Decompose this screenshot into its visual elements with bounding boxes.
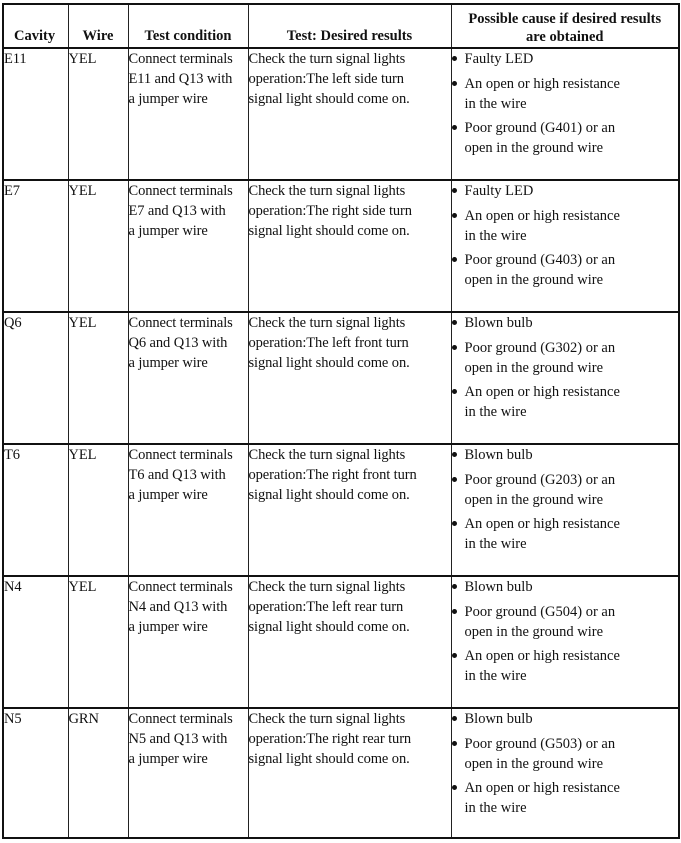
condition-line: Q6 and Q13 with: [128, 335, 228, 351]
bullet-icon: [452, 56, 457, 61]
condition-line: N4 and Q13 with: [128, 599, 228, 615]
cause-list: [452, 577, 679, 686]
condition-line: a jumper wire: [128, 91, 208, 107]
bullet-icon: [452, 653, 457, 658]
cause-item: [452, 470, 679, 510]
cause-line: Poor ground (G203) or an: [464, 471, 616, 488]
cause-line: Faulty LED: [464, 51, 534, 67]
header-possible-cause: [451, 4, 679, 48]
cause-line: Faulty LED: [464, 183, 534, 199]
cause-line: An open or high resistance: [464, 516, 620, 532]
cause-line: An open or high resistance: [464, 384, 620, 400]
result-line: operation:The right side turn: [248, 203, 412, 219]
cause-line: Poor ground (G401) or an: [464, 120, 616, 136]
bullet-icon: [452, 257, 457, 262]
result-line: operation:The left side turn: [248, 71, 404, 87]
condition-line: Connect terminals: [128, 579, 233, 595]
cause-list: [452, 313, 679, 422]
cause-line: in the wire: [464, 227, 527, 244]
cause-item: [452, 313, 679, 333]
result-line: signal light should come on.: [248, 91, 410, 107]
result-line: Check the turn signal lights: [248, 447, 406, 463]
cause-line: in the wire: [464, 800, 527, 816]
cell-cavity: E11: [3, 48, 68, 180]
cell-possible-cause: [451, 708, 679, 838]
header-possible-cause-line2: are obtained: [526, 29, 604, 45]
header-possible-cause-line1: Possible cause if desired results: [468, 11, 662, 27]
cause-item: [452, 445, 679, 465]
cause-item: [452, 74, 679, 114]
cause-item: [452, 206, 679, 246]
result-line: operation:The right rear turn: [248, 731, 412, 747]
result-line: Check the turn signal lights: [248, 579, 406, 595]
cause-item: [452, 778, 679, 818]
cell-possible-cause: [451, 48, 679, 180]
bullet-icon: [452, 188, 457, 193]
result-line: Check the turn signal lights: [248, 183, 406, 199]
cause-line: open in the ground wire: [464, 491, 604, 508]
bullet-icon: [452, 345, 457, 350]
cause-line: in the wire: [464, 95, 527, 112]
cause-line: Blown bulb: [464, 711, 533, 727]
cause-line: An open or high resistance: [464, 75, 620, 92]
cell-test-condition: [128, 444, 248, 576]
result-line: Check the turn signal lights: [248, 51, 406, 67]
header-test-condition: Test condition: [128, 4, 248, 48]
condition-line: N5 and Q13 with: [128, 731, 228, 747]
cell-possible-cause: [451, 576, 679, 708]
bullet-icon: [452, 741, 457, 746]
cell-desired-result: [248, 48, 451, 180]
condition-line: a jumper wire: [128, 223, 208, 239]
condition-line: Connect terminals: [128, 183, 233, 199]
bullet-icon: [452, 125, 457, 130]
result-line: operation:The left rear turn: [248, 599, 404, 615]
cause-item: [452, 514, 679, 554]
cell-test-condition: [128, 48, 248, 180]
condition-line: E7 and Q13 with: [128, 203, 226, 219]
cause-list: [452, 181, 679, 290]
header-cavity: Cavity: [3, 4, 68, 48]
bullet-icon: [452, 584, 457, 589]
cause-line: Blown bulb: [464, 447, 533, 463]
bullet-icon: [452, 716, 457, 721]
table-body: [3, 48, 679, 838]
table-row: [3, 180, 679, 312]
condition-line: Connect terminals: [128, 711, 233, 727]
cause-list: [452, 709, 679, 818]
cause-line: An open or high resistance: [464, 780, 620, 796]
table-row: [3, 48, 679, 180]
cell-cavity: T6: [3, 444, 68, 576]
cell-possible-cause: [451, 312, 679, 444]
bullet-icon: [452, 320, 457, 325]
cause-line: open in the ground wire: [464, 755, 604, 772]
table-row: [3, 312, 679, 444]
result-line: signal light should come on.: [248, 619, 410, 635]
cell-possible-cause: [451, 180, 679, 312]
cause-item: [452, 49, 679, 69]
result-line: Check the turn signal lights: [248, 315, 406, 331]
cause-line: open in the ground wire: [464, 272, 604, 288]
header-row: [3, 4, 679, 48]
cause-item: [452, 250, 679, 290]
cell-cavity: N4: [3, 576, 68, 708]
bullet-icon: [452, 81, 457, 86]
cell-cavity: N5: [3, 708, 68, 838]
cell-wire: YEL: [68, 48, 128, 180]
cause-item: [452, 602, 679, 642]
bullet-icon: [452, 477, 457, 482]
condition-line: a jumper wire: [128, 355, 208, 371]
cause-item: [452, 181, 679, 201]
cause-line: Poor ground (G503) or an: [464, 735, 616, 752]
bullet-icon: [452, 389, 457, 394]
condition-line: T6 and Q13 with: [128, 467, 226, 483]
result-line: operation:The right front turn: [248, 467, 417, 483]
cause-item: [452, 338, 679, 378]
condition-line: Connect terminals: [128, 51, 233, 67]
cause-line: open in the ground wire: [464, 623, 604, 640]
bullet-icon: [452, 452, 457, 457]
result-line: signal light should come on.: [248, 223, 410, 239]
cell-wire: GRN: [68, 708, 128, 838]
cause-line: in the wire: [464, 668, 527, 684]
cause-line: Poor ground (G302) or an: [464, 339, 616, 356]
condition-line: Connect terminals: [128, 447, 233, 463]
header-wire: Wire: [68, 4, 128, 48]
result-line: Check the turn signal lights: [248, 711, 406, 727]
cause-line: in the wire: [464, 404, 527, 420]
table-header: [3, 4, 679, 48]
condition-line: a jumper wire: [128, 487, 208, 503]
cause-line: open in the ground wire: [464, 359, 604, 376]
result-line: signal light should come on.: [248, 751, 410, 767]
diagnostic-table-wrapper: [2, 3, 680, 839]
cell-desired-result: [248, 576, 451, 708]
condition-line: E11 and Q13 with: [128, 71, 233, 87]
bullet-icon: [452, 213, 457, 218]
cell-possible-cause: [451, 444, 679, 576]
diagnostic-table: [2, 3, 680, 839]
cause-item: [452, 646, 679, 686]
cause-list: [452, 445, 679, 554]
cause-item: [452, 577, 679, 597]
cell-wire: YEL: [68, 444, 128, 576]
cell-wire: YEL: [68, 312, 128, 444]
cause-item: [452, 118, 679, 158]
result-line: operation:The left front turn: [248, 335, 409, 351]
cell-desired-result: [248, 180, 451, 312]
cause-list: [452, 49, 679, 158]
result-line: signal light should come on.: [248, 355, 410, 371]
cell-desired-result: [248, 708, 451, 838]
cell-test-condition: [128, 576, 248, 708]
header-desired-results: Test: Desired results: [248, 4, 451, 48]
cause-line: An open or high resistance: [464, 207, 620, 224]
cell-test-condition: [128, 708, 248, 838]
cell-desired-result: [248, 444, 451, 576]
condition-line: Connect terminals: [128, 315, 233, 331]
bullet-icon: [452, 521, 457, 526]
result-line: signal light should come on.: [248, 487, 410, 503]
condition-line: a jumper wire: [128, 751, 208, 767]
condition-line: a jumper wire: [128, 619, 208, 635]
cause-line: Blown bulb: [464, 579, 533, 595]
cause-line: Poor ground (G504) or an: [464, 603, 616, 620]
bullet-icon: [452, 609, 457, 614]
cause-line: Poor ground (G403) or an: [464, 252, 616, 268]
cell-cavity: E7: [3, 180, 68, 312]
cause-line: open in the ground wire: [464, 140, 604, 156]
cause-line: Blown bulb: [464, 315, 533, 331]
table-row: [3, 576, 679, 708]
cell-wire: YEL: [68, 180, 128, 312]
table-row: [3, 444, 679, 576]
cell-cavity: Q6: [3, 312, 68, 444]
bullet-icon: [452, 785, 457, 790]
cell-desired-result: [248, 312, 451, 444]
table-row: [3, 708, 679, 838]
cause-item: [452, 734, 679, 774]
cell-test-condition: [128, 180, 248, 312]
cell-wire: YEL: [68, 576, 128, 708]
cause-line: An open or high resistance: [464, 648, 620, 664]
cause-line: in the wire: [464, 536, 527, 552]
cell-test-condition: [128, 312, 248, 444]
cause-item: [452, 709, 679, 729]
cause-item: [452, 382, 679, 422]
